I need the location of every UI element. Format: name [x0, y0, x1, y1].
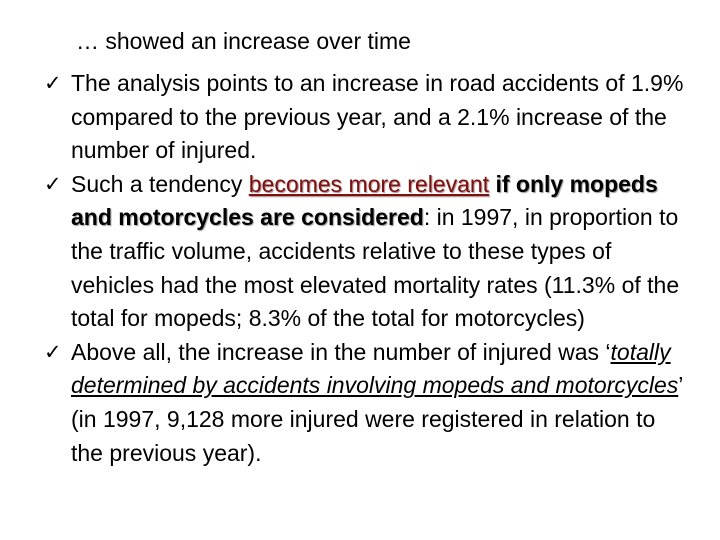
highlighted-phrase: becomes more relevant — [248, 170, 490, 197]
check-icon: ✓ — [44, 171, 62, 196]
bullet-item — [44, 67, 684, 168]
bullet-prefix: Such a tendency — [71, 170, 249, 197]
bullet-item — [44, 168, 684, 336]
bullet-text: The analysis points to an increase in road accidents of 1.9% compared to the previous year, and a 2.1% increase of the number of injured. — [71, 70, 684, 164]
bold-phrase: if only mopeds and motorcycles are considered — [71, 170, 658, 231]
slide-title: … showed an increase over time — [76, 28, 411, 54]
bullet-rest: : in 1997, in proportion to the traffic volume, accidents relative to these types of vehicles had the most elevated mortality rates (11.3% of the total for mopeds; 8.3% of the total for motorcycles) — [71, 204, 680, 332]
check-icon: ✓ — [44, 71, 62, 95]
quoted-phrase: totally determined by accidents involving mopeds and motorcycles — [71, 338, 679, 399]
bullet-prefix: Above all, the increase in the number of injured was ‘ — [71, 338, 611, 365]
bullet-rest: ’ (in 1997, 9,128 more injured were registered in relation to the previous year). — [71, 372, 683, 466]
bullet-list — [44, 67, 684, 470]
check-icon: ✓ — [44, 339, 62, 364]
bullet-item — [44, 336, 684, 470]
